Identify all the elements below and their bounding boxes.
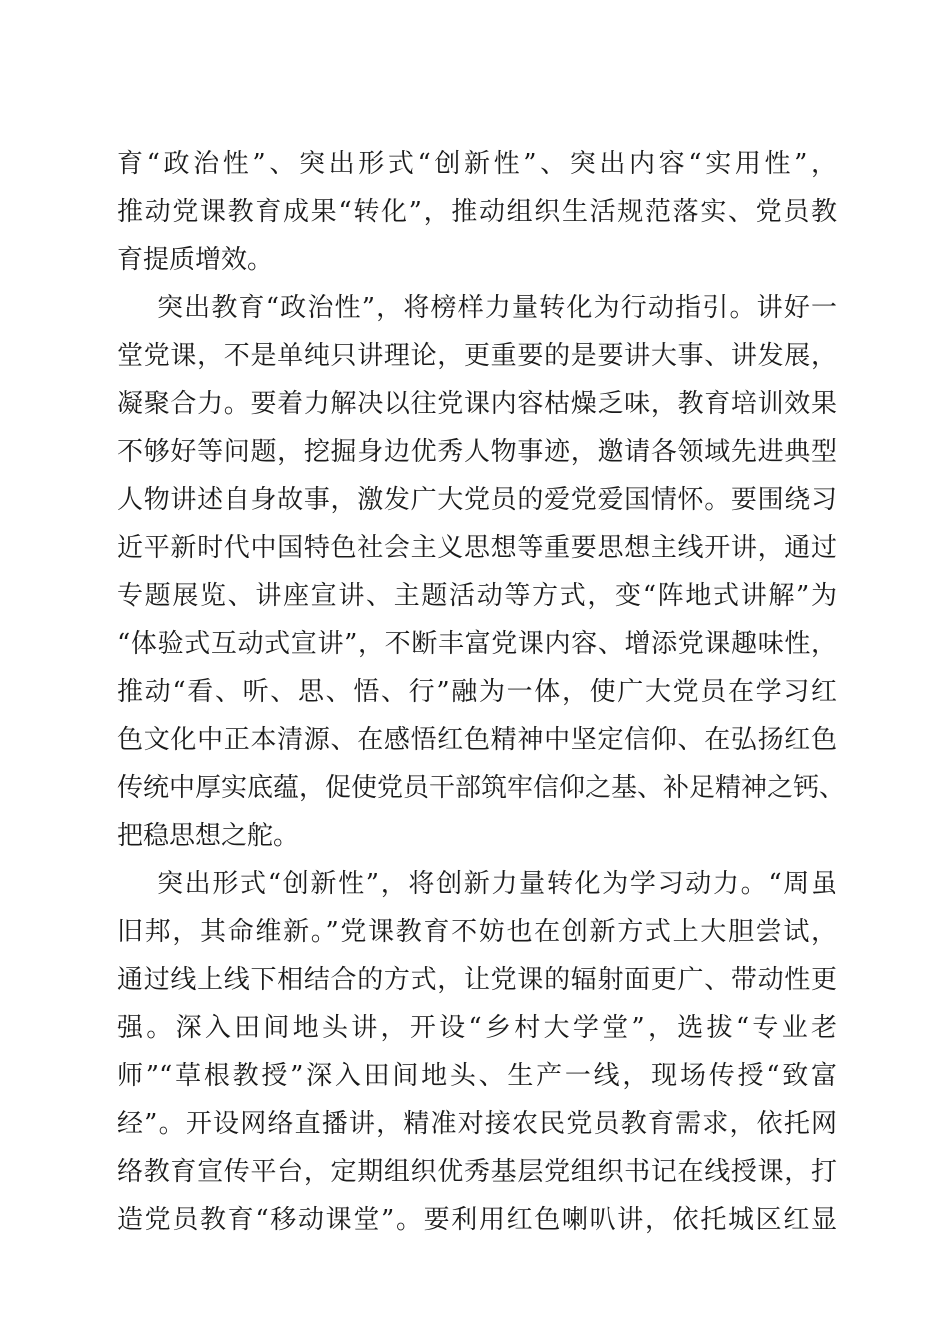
text-line: 堂党课，不是单纯只讲理论，更重要的是要讲大事、讲发展， [117, 341, 837, 371]
text-line: 络教育宣传平台，定期组织优秀基层党组织书记在线授课，打 [117, 1157, 837, 1187]
text-line: 育提质增效。 [117, 245, 274, 275]
text-line: 造党员教育“移动课堂”。要利用红色喇叭讲，依托城区红显 [117, 1205, 837, 1235]
text-line: 色文化中正本清源、在感悟红色精神中坚定信仰、在弘扬红色 [117, 725, 837, 755]
text-line: 近平新时代中国特色社会主义思想等重要思想主线开讲，通过 [117, 533, 837, 563]
text-line: 把稳思想之舵。 [117, 821, 300, 851]
text-line: 专题展览、讲座宣讲、主题活动等方式，变“阵地式讲解”为 [117, 581, 837, 611]
text-line: 师”“草根教授”深入田间地头、生产一线，现场传授“致富 [117, 1061, 837, 1091]
text-line: 传统中厚实底蕴，促使党员干部筑牢信仰之基、补足精神之钙、 [117, 773, 846, 803]
text-line: 不够好等问题，挖掘身边优秀人物事迹，邀请各领域先进典型 [117, 437, 837, 467]
text-line: 旧邦，其命维新。”党课教育不妨也在创新方式上大胆尝试， [117, 917, 837, 947]
text-line: 育“政治性”、突出形式“创新性”、突出内容“实用性”， [117, 149, 837, 179]
text-line: 人物讲述自身故事，激发广大党员的爱党爱国情怀。要围绕习 [117, 485, 837, 515]
paragraph-first-line: 突出教育“政治性”，将榜样力量转化为行动指引。讲好一 [157, 293, 837, 323]
body-text [117, 140, 846, 1244]
text-line: 凝聚合力。要着力解决以往党课内容枯燥乏味，教育培训效果 [117, 389, 837, 419]
text-line: 经”。开设网络直播讲，精准对接农民党员教育需求，依托网 [117, 1109, 837, 1139]
text-line: 通过线上线下相结合的方式，让党课的辐射面更广、带动性更 [117, 965, 837, 995]
text-line: 推动党课教育成果“转化”，推动组织生活规范落实、党员教 [117, 197, 837, 227]
paragraph-first-line: 突出形式“创新性”，将创新力量转化为学习动力。“周虽 [157, 869, 837, 899]
text-line: “体验式互动式宣讲”，不断丰富党课内容、增添党课趣味性， [117, 629, 837, 659]
text-line: 推动“看、听、思、悟、行”融为一体，使广大党员在学习红 [117, 677, 837, 707]
text-line: 强。深入田间地头讲，开设“乡村大学堂”，选拔“专业老 [117, 1013, 837, 1043]
